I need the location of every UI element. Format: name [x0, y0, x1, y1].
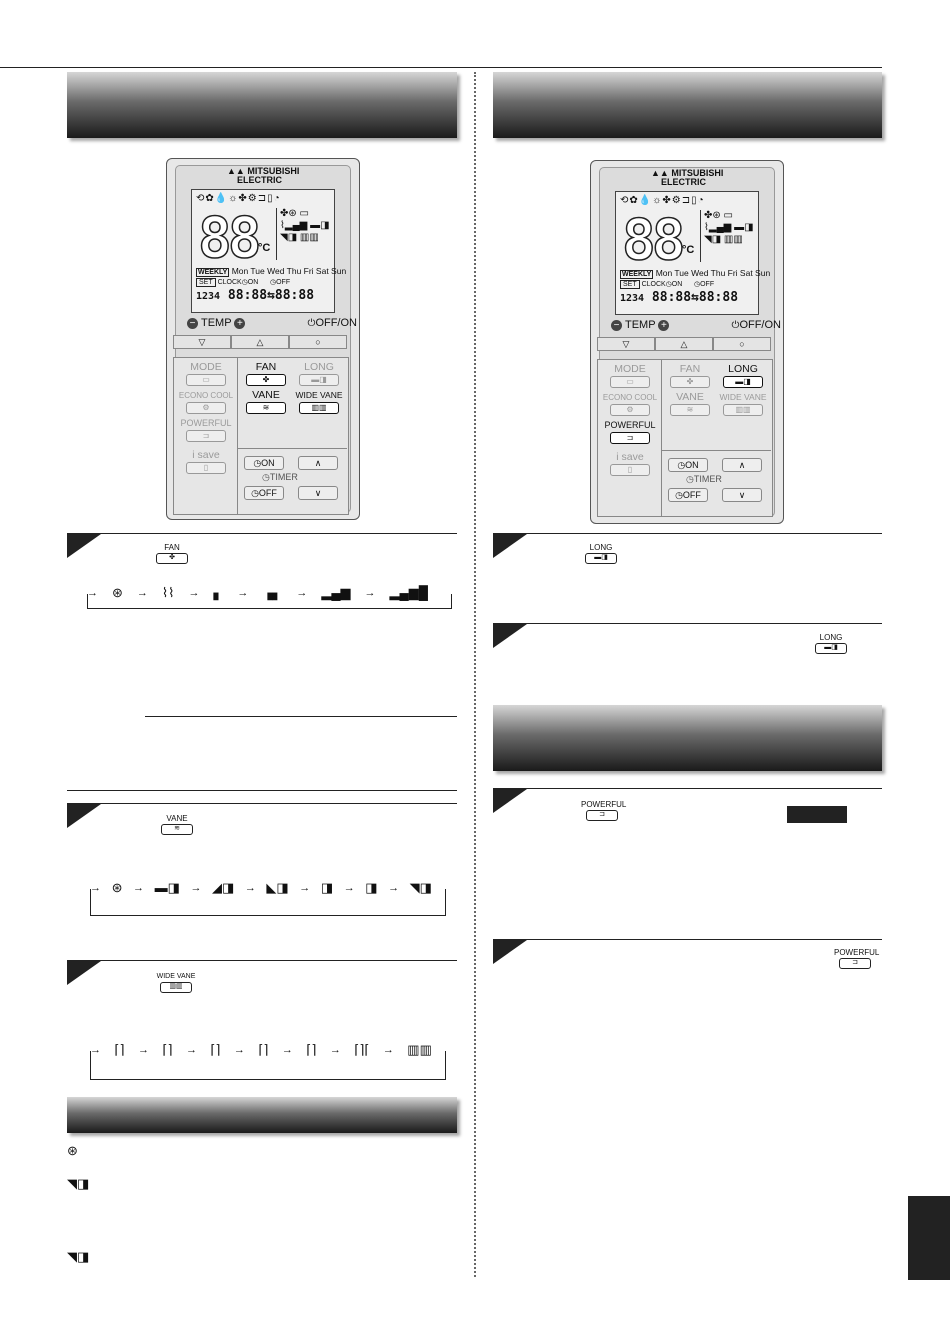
- remote-illustration-right: ▲▲ MITSUBISHI ELECTRIC ⟲✿💧☼✤⚙⊐▯◔ 88 °C ✤⊛ ▭ ⌇▂▄▆ ▬◨ ◥◨ ▥▥ WEEKLY Mon Tue Wed Thu Fri Sat Sun SET CLOCK◷ON ◷OFF 1234 88:88⇆88:88 − TEMP + ⏻OFF/ON ▽ △ ○ MODE ▭ ECONO COOL ⚙ POWERFUL ⊐ i save ▯ FAN ✤ LONG ▬◨ VANE ≋ WIDE VANE ▥▥ ◷ON ∧ ◷TIMER ◷OFF ∨: [590, 160, 784, 524]
- button-panel: [173, 357, 349, 515]
- step-corner-fan: [67, 534, 101, 558]
- fan-sequence: → ⊛ → ⌇⌇ → ▖ → ▗▖ → ▂▄▆ → ▂▄▆█: [87, 585, 452, 609]
- lcd-display-right: ⟲✿💧☼✤⚙⊐▯◔ 88 °C ✤⊛ ▭ ⌇▂▄▆ ▬◨ ◥◨ ▥▥ WEEKLY Mon Tue Wed Thu Fri Sat Sun SET CLOCK◷ON ◷OFF 1234 88:88⇆88:88: [615, 191, 759, 315]
- timer-on-key: ◷ON: [244, 456, 284, 470]
- step-rule-fan: [67, 533, 457, 534]
- button-panel-right: MODE ▭ ECONO COOL ⚙ POWERFUL ⊐ i save ▯ FAN ✤ LONG ▬◨ VANE ≋ WIDE VANE ▥▥ ◷ON ∧ ◷TIMER ◷OFF ∨: [597, 359, 773, 517]
- step-rule-vane: [67, 803, 457, 804]
- section-banner-notes: [67, 1097, 457, 1133]
- step-rule-long-2: [493, 623, 882, 624]
- auto-fan-icon: ⊛: [111, 585, 123, 600]
- timer-label: ◷TIMER: [262, 472, 298, 482]
- powerful-key-active: POWERFUL ⊐: [604, 420, 656, 442]
- step-corner-widevane: [67, 961, 101, 985]
- step-corner-vane: [67, 804, 101, 828]
- section-rule: [67, 790, 457, 791]
- step-rule-powerful-2: [493, 939, 882, 940]
- wide-vane-pos6-icon: ⌈⌉⌈: [354, 1042, 370, 1057]
- fan-speed4-icon: ▂▄▆█: [389, 585, 428, 600]
- step-corner-long-1: [493, 534, 527, 558]
- step-corner-long-2: [493, 624, 527, 648]
- step-corner-powerful-1: [493, 789, 527, 813]
- vane-pos5-icon: ◨: [365, 880, 378, 895]
- header-rule: [0, 67, 882, 68]
- timer-down-key: ∨: [298, 486, 338, 500]
- vane-pos2-icon: ◢◨: [212, 880, 235, 895]
- fan-speed1-icon: ▖: [213, 585, 224, 600]
- model-badge: [787, 806, 847, 823]
- wide-vane-pos1-icon: ⌈⌉: [114, 1042, 125, 1057]
- wide-vane-key-icon: WIDE VANE ▥▥: [156, 972, 196, 993]
- vane-pos4-icon: ◨: [320, 880, 334, 895]
- wide-vane-pos5-icon: ⌈⌉: [306, 1042, 317, 1057]
- set-row: SET CLOCK◷ON ◷OFF: [196, 278, 290, 286]
- fan-speed2-icon: ▗▖: [262, 585, 283, 600]
- section-banner-2: [493, 72, 882, 138]
- vane-key-icon: VANE ≋: [158, 814, 196, 835]
- temp-digits: 88: [198, 206, 258, 271]
- vane-key: VANE ≋: [242, 390, 290, 414]
- brand-logo: ▲▲ MITSUBISHI ELECTRIC: [227, 166, 300, 185]
- wide-vane-swing-icon: ▥▥: [407, 1042, 432, 1057]
- powerful-key-icon-2: POWERFUL ⊐: [834, 948, 876, 969]
- wide-vane-pos3-icon: ⌈⌉: [210, 1042, 221, 1057]
- vane-auto-icon: ⊛: [111, 880, 123, 895]
- wide-vane-pos2-icon: ⌈⌉: [162, 1042, 173, 1057]
- column-divider: [474, 72, 476, 1277]
- section-banner-3: [493, 705, 882, 771]
- mode-key: MODE ▭: [178, 362, 234, 386]
- mode-icons: ⟲✿💧☼✤⚙⊐▯◔: [196, 193, 281, 204]
- vane-pos1-icon: ▬◨: [154, 880, 180, 895]
- fan-key-icon: FAN ✤: [154, 543, 190, 564]
- long-key: LONG ▬◨: [294, 362, 344, 386]
- powerful-key-icon: POWERFUL ⊐: [581, 800, 623, 821]
- step-rule-powerful-1: [493, 788, 882, 789]
- remote-illustration-left: [166, 158, 360, 520]
- temp-unit: °C: [258, 242, 271, 254]
- step-rule-widevane: [67, 960, 457, 961]
- vane-pos3-icon: ◣◨: [266, 880, 289, 895]
- swing-note-icon-2: ◥◨: [67, 1249, 90, 1264]
- long-key-active: LONG ▬◨: [718, 364, 768, 388]
- arrow-keys: ▽ △ ○: [173, 335, 347, 349]
- vane-swing-icon: ◥◨: [409, 880, 432, 895]
- swing-note-icon: ◥◨: [67, 1176, 90, 1191]
- long-key-icon: LONG ▬◨: [582, 543, 620, 564]
- long-key-icon-2: LONG ▬◨: [812, 633, 850, 654]
- fan-speed3-icon: ▂▄▆: [321, 585, 351, 600]
- lcd-display: [191, 189, 347, 313]
- quiet-fan-icon: ⌇⌇: [161, 585, 175, 600]
- vane-sequence: → ⊛ → ▬◨ → ◢◨ → ◣◨ → ◨ → ◨ → ◥◨: [90, 880, 446, 916]
- auto-vane-note-icon: ⊛: [67, 1143, 78, 1158]
- note-rule: [145, 716, 457, 717]
- fan-vane-icons: ✤⊛ ▭ ⌇▂▄▆ ▬◨ ◥◨ ▥▥: [280, 208, 330, 243]
- step-corner-powerful-2: [493, 940, 527, 964]
- wide-vane-pos4-icon: ⌈⌉: [258, 1042, 269, 1057]
- wide-vane-sequence: → ⌈⌉ → ⌈⌉ → ⌈⌉ → ⌈⌉ → ⌈⌉ → ⌈⌉⌈ → ▥▥: [90, 1042, 446, 1080]
- weekday-row: WEEKLY Mon Tue Wed Thu Fri Sat Sun: [198, 266, 347, 276]
- step-rule-long-1: [493, 533, 882, 534]
- econo-cool-key: ECONO COOL ⚙: [178, 391, 234, 412]
- section-banner-1: [67, 72, 457, 138]
- page-tab-marker: [908, 1196, 950, 1280]
- timer-off-key: ◷OFF: [244, 486, 284, 500]
- isave-key: i save ▯: [178, 450, 234, 474]
- brand-logo-right: ▲▲ MITSUBISHI ELECTRIC: [651, 168, 724, 187]
- powerful-key: POWERFUL ⊐: [180, 418, 232, 440]
- wide-vane-key: WIDE VANE ▥▥: [295, 390, 343, 412]
- timer-digits: 1234 88:88⇆88:88: [196, 288, 315, 303]
- fan-key: FAN ✤: [242, 362, 290, 386]
- temp-row: − TEMP + ⏻OFF/ON: [187, 317, 357, 329]
- timer-up-key: ∧: [298, 456, 338, 470]
